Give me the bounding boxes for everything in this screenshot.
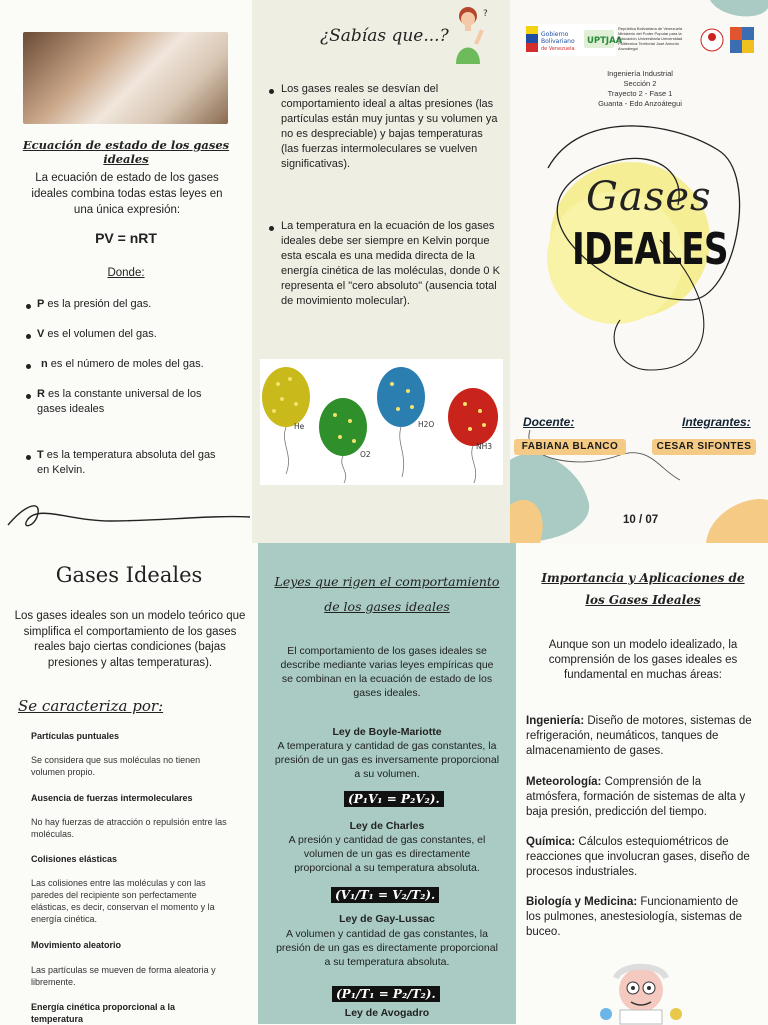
caracteriza-subtitle: Se caracteriza por: (18, 697, 164, 715)
bullet-icon (269, 226, 274, 231)
law-boyle-title: Ley de Boyle-Mariotte (332, 726, 442, 738)
balloon-o2-icon (319, 398, 367, 483)
career-text: Ingeniería Industrial (607, 69, 673, 78)
bullet-icon (26, 334, 31, 339)
item-text-fuerzas: No hay fuerzas de atracción o repulsión entre las moléculas. (31, 817, 227, 839)
panel-sabias-que (252, 0, 510, 543)
bullet-icon (269, 89, 274, 94)
balloons-image (260, 359, 503, 485)
bullet-icon (26, 394, 31, 399)
svg-text:UPTJAA: UPTJAA (587, 36, 623, 46)
item-head-colisiones: Colisiones elásticas (31, 854, 118, 864)
law-charles-text: A presión y cantidad de gas constantes, el volumen de un gas es directamente proporcional a su temperatura absoluta. (288, 834, 486, 874)
date-text: 10 / 07 (623, 514, 659, 526)
app-biologia: Biología y Medicina: Funcionamiento de los pulmones, anestesiología, sistemas de buceo. (526, 896, 743, 938)
app-quimica: Química: Cálculos estequiométricos de reacciones que involucran gases, diseño de procesos industriales. (526, 836, 750, 878)
bullet-icon (26, 304, 31, 309)
svg-text:O2: O2 (360, 450, 371, 459)
integrante-chip: CESAR SIFONTES (652, 439, 756, 455)
cover-title-bold: IDEALES (572, 224, 728, 275)
bullet-icon (26, 455, 31, 460)
gases-ideales-title: Gases Ideales (55, 563, 203, 587)
section-text: Sección 2 (623, 79, 657, 88)
logo-ministerio: República Bolivariana de Venezuela Ministerio del Poder Popular para la Educación Universitaria Universidad Politécnica Territorial José Antonio Anzoátegui (618, 26, 683, 51)
svg-text:He: He (294, 422, 305, 431)
integrantes-label: Integrantes: (682, 415, 751, 429)
var-v: V es el volumen del gas. (37, 328, 157, 340)
location-text: Guanta - Edo Anzoátegui (598, 99, 682, 108)
thinking-girl-icon (446, 2, 494, 66)
item-text-movimiento: Las partículas se mueven de forma aleatoria y libremente. (31, 965, 216, 987)
panel-portada (510, 0, 768, 543)
panel-gases-ideales (0, 543, 258, 1024)
docente-label: Docente: (523, 415, 575, 429)
balloon-nh3-icon (448, 388, 498, 483)
leyes-title: Leyes que rigen el comportamiento de los gases ideales (274, 574, 500, 614)
donde-label: Donde: (107, 267, 145, 279)
gases-ideales-intro: Los gases ideales son un modelo teórico que simplifica el comportamiento de los gases reales bajo ciertas condiciones (bajas presiones y altas temperaturas). (14, 610, 246, 669)
item-text-colisiones: Las colisiones entre las moléculas y con las paredes del recipiente son perfectamente elásticas, es decir, conservan el momento y la energía cinética. (31, 878, 215, 924)
trayecto-text: Trayecto 2 - Fase 1 (607, 89, 673, 98)
svg-text:de Venezuela: de Venezuela (541, 46, 575, 52)
law-boyle-text: A temperatura y cantidad de gas constantes, la presión de un gas es inversamente proporcional a su volumen. (274, 740, 500, 780)
app-ingenieria: Ingeniería: Diseño de motores, sistemas de refrigeración, neumáticos, tanques de almacenamiento de gases. (526, 715, 752, 757)
law-charles-title: Ley de Charles (349, 820, 425, 832)
law-boyle-formula: (P₁V₁ = P₂V₂). (344, 791, 444, 807)
ideal-gas-equation: PV = nRT (95, 230, 157, 246)
svg-text:H2O: H2O (418, 420, 435, 429)
docente-chip: FABIANA BLANCO (514, 439, 626, 455)
ecuacion-intro: La ecuación de estado de los gases ideales combina todas estas leyes en una única expresión: (31, 172, 223, 216)
svg-text:Gobierno: Gobierno (541, 31, 569, 38)
item-head-fuerzas: Ausencia de fuerzas intermoleculares (31, 793, 193, 803)
law-gaylussac-text: A volumen y cantidad de gas constantes, la presión de un gas es directamente proporcional a su temperatura absoluta. (276, 928, 498, 968)
institution-logos-icon (698, 24, 756, 56)
cover-title-script: Gases (586, 174, 712, 220)
sabias-que-title: ¿Sabías que...? (320, 26, 449, 46)
item-head-particulas: Partículas puntuales (31, 731, 120, 741)
scientist-cartoon-icon (596, 958, 686, 1024)
panel-leyes (258, 543, 516, 1024)
var-t: T es la temperatura absoluta del gas en Kelvin. (37, 449, 216, 476)
item-head-movimiento: Movimiento aleatorio (31, 940, 122, 950)
panel-ecuacion (0, 0, 252, 543)
panel-aplicaciones (516, 543, 768, 1024)
leyes-intro: El comportamiento de los gases ideales se describe mediante varias leyes empíricas que se combinan en la ecuación de estado de los gases ideales. (280, 645, 494, 699)
aplicaciones-intro: Aunque son un modelo idealizado, la comprensión de los gases ideales es fundamental en muchas áreas: (548, 639, 738, 681)
item-text-particulas: Se considera que sus moléculas no tienen volumen propio. (31, 755, 201, 777)
fact-kelvin: La temperatura en la ecuación de los gases ideales debe ser siempre en Kelvin porque esta escala es una medida directa de la energía cinética de las moléculas, donde 0 K representa el "cero absoluto" (ausencia total de movimiento molecular). (281, 220, 500, 307)
var-r: R es la constante universal de los gases ideales (37, 388, 202, 415)
svg-text:?: ? (483, 9, 488, 19)
meta-block (570, 69, 710, 109)
var-n: n es el número de moles del gas. (41, 358, 204, 370)
law-charles-formula: (V₁/T₁ = V₂/T₂). (331, 887, 439, 903)
bullet-icon (26, 364, 31, 369)
balloon-he-icon (262, 367, 310, 474)
law-gaylussac-title: Ley de Gay-Lussac (339, 913, 435, 925)
photo-writing-notebook (23, 32, 228, 124)
aplicaciones-title: Importancia y Aplicaciones de los Gases Ideales (541, 571, 745, 607)
svg-text:Bolivariano: Bolivariano (541, 38, 575, 45)
decorative-swirl-icon (0, 495, 252, 543)
fact-real-gases: Los gases reales se desvían del comportamiento ideal a altas presiones (las partículas están muy juntas y su volumen ya no es despreciable) y bajas temperaturas (las fuerzas intermoleculares se vuelven significativas). (281, 83, 498, 170)
var-p: P es la presión del gas. (37, 298, 152, 310)
law-avogadro-title: Ley de Avogadro (344, 1007, 430, 1019)
section-title-ecuacion: Ecuación de estado de los gases ideales (22, 138, 230, 166)
law-gaylussac-formula: (P₁/T₁ = P₂/T₂). (332, 986, 440, 1002)
app-meteorologia: Meteorología: Comprensión de la atmósfera, formación de sistemas de alta y baja presión, predicción del tiempo. (526, 776, 746, 818)
logo-gobierno (526, 24, 623, 56)
item-head-energia: Energía cinética proporcional a la temperatura (31, 1002, 176, 1024)
svg-text:NH3: NH3 (476, 442, 493, 451)
